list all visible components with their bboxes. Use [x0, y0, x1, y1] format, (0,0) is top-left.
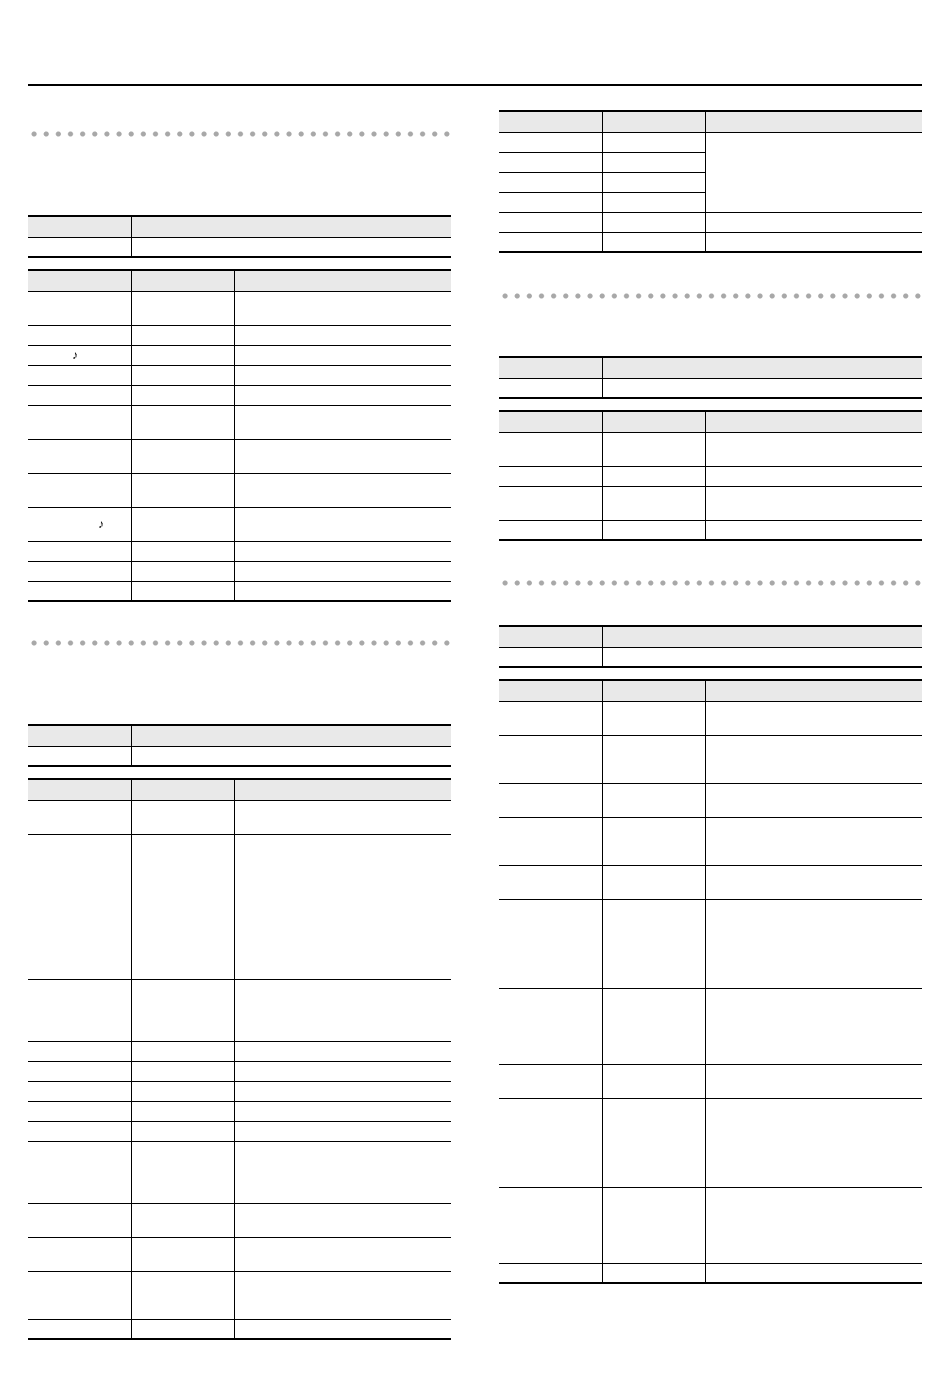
table-row — [28, 237, 451, 257]
table-row — [28, 1141, 451, 1203]
table-row — [499, 1187, 922, 1263]
table-row — [499, 212, 922, 232]
table-row — [499, 378, 922, 398]
table-header-row — [28, 725, 451, 746]
table-row — [28, 1319, 451, 1339]
table-row — [28, 1041, 451, 1061]
table-row — [499, 817, 922, 865]
table-row — [28, 365, 451, 385]
param-summary-table — [28, 724, 451, 767]
table-row — [28, 345, 451, 365]
eighth-note-icon: ♪ — [98, 516, 104, 531]
table-row — [28, 800, 451, 834]
table-row — [499, 988, 922, 1064]
table-row — [28, 561, 451, 581]
section-divider-dots — [28, 640, 451, 646]
eighth-note-icon: ♪ — [72, 347, 78, 362]
param-summary-table — [499, 356, 922, 399]
param-table — [499, 410, 922, 541]
table-row — [28, 405, 451, 439]
page-header-rule — [28, 84, 922, 86]
table-header-row — [28, 216, 451, 237]
table-row — [28, 1121, 451, 1141]
table-row — [28, 834, 451, 979]
param-summary-table — [28, 215, 451, 258]
table-header-row — [499, 111, 922, 132]
param-summary-table — [499, 625, 922, 668]
table-row — [28, 473, 451, 507]
table-row — [28, 1271, 451, 1319]
table-row — [499, 647, 922, 667]
table-row — [499, 899, 922, 988]
table-row — [499, 735, 922, 783]
param-table — [28, 778, 451, 1340]
table-row — [28, 1203, 451, 1237]
table-row — [499, 132, 922, 152]
table-row — [499, 232, 922, 252]
table-row — [499, 486, 922, 520]
table-row — [28, 1101, 451, 1121]
table-header-row — [28, 779, 451, 800]
table-row — [499, 1064, 922, 1098]
table-row — [28, 507, 451, 541]
table-row — [499, 1263, 922, 1283]
table-row — [28, 1237, 451, 1271]
section-divider-dots — [28, 131, 451, 137]
table-row — [499, 701, 922, 735]
table-row — [28, 1081, 451, 1101]
param-table — [28, 269, 451, 602]
table-row — [28, 325, 451, 345]
table-row — [499, 1098, 922, 1187]
table-row — [499, 520, 922, 540]
table-row — [28, 439, 451, 473]
table-row — [499, 865, 922, 899]
table-row — [28, 746, 451, 766]
table-header-row — [499, 680, 922, 701]
table-row — [499, 432, 922, 466]
table-row — [28, 385, 451, 405]
table-row — [28, 541, 451, 561]
table-row — [28, 979, 451, 1041]
section-divider-dots — [499, 580, 922, 586]
table-header-row — [499, 411, 922, 432]
table-header-row — [499, 626, 922, 647]
table-header-row — [28, 270, 451, 291]
param-table — [499, 110, 922, 253]
table-row — [28, 581, 451, 601]
table-row — [499, 466, 922, 486]
table-row — [499, 783, 922, 817]
param-table — [499, 679, 922, 1284]
section-divider-dots — [499, 293, 922, 299]
table-header-row — [499, 357, 922, 378]
table-row — [28, 1061, 451, 1081]
table-row — [28, 291, 451, 325]
